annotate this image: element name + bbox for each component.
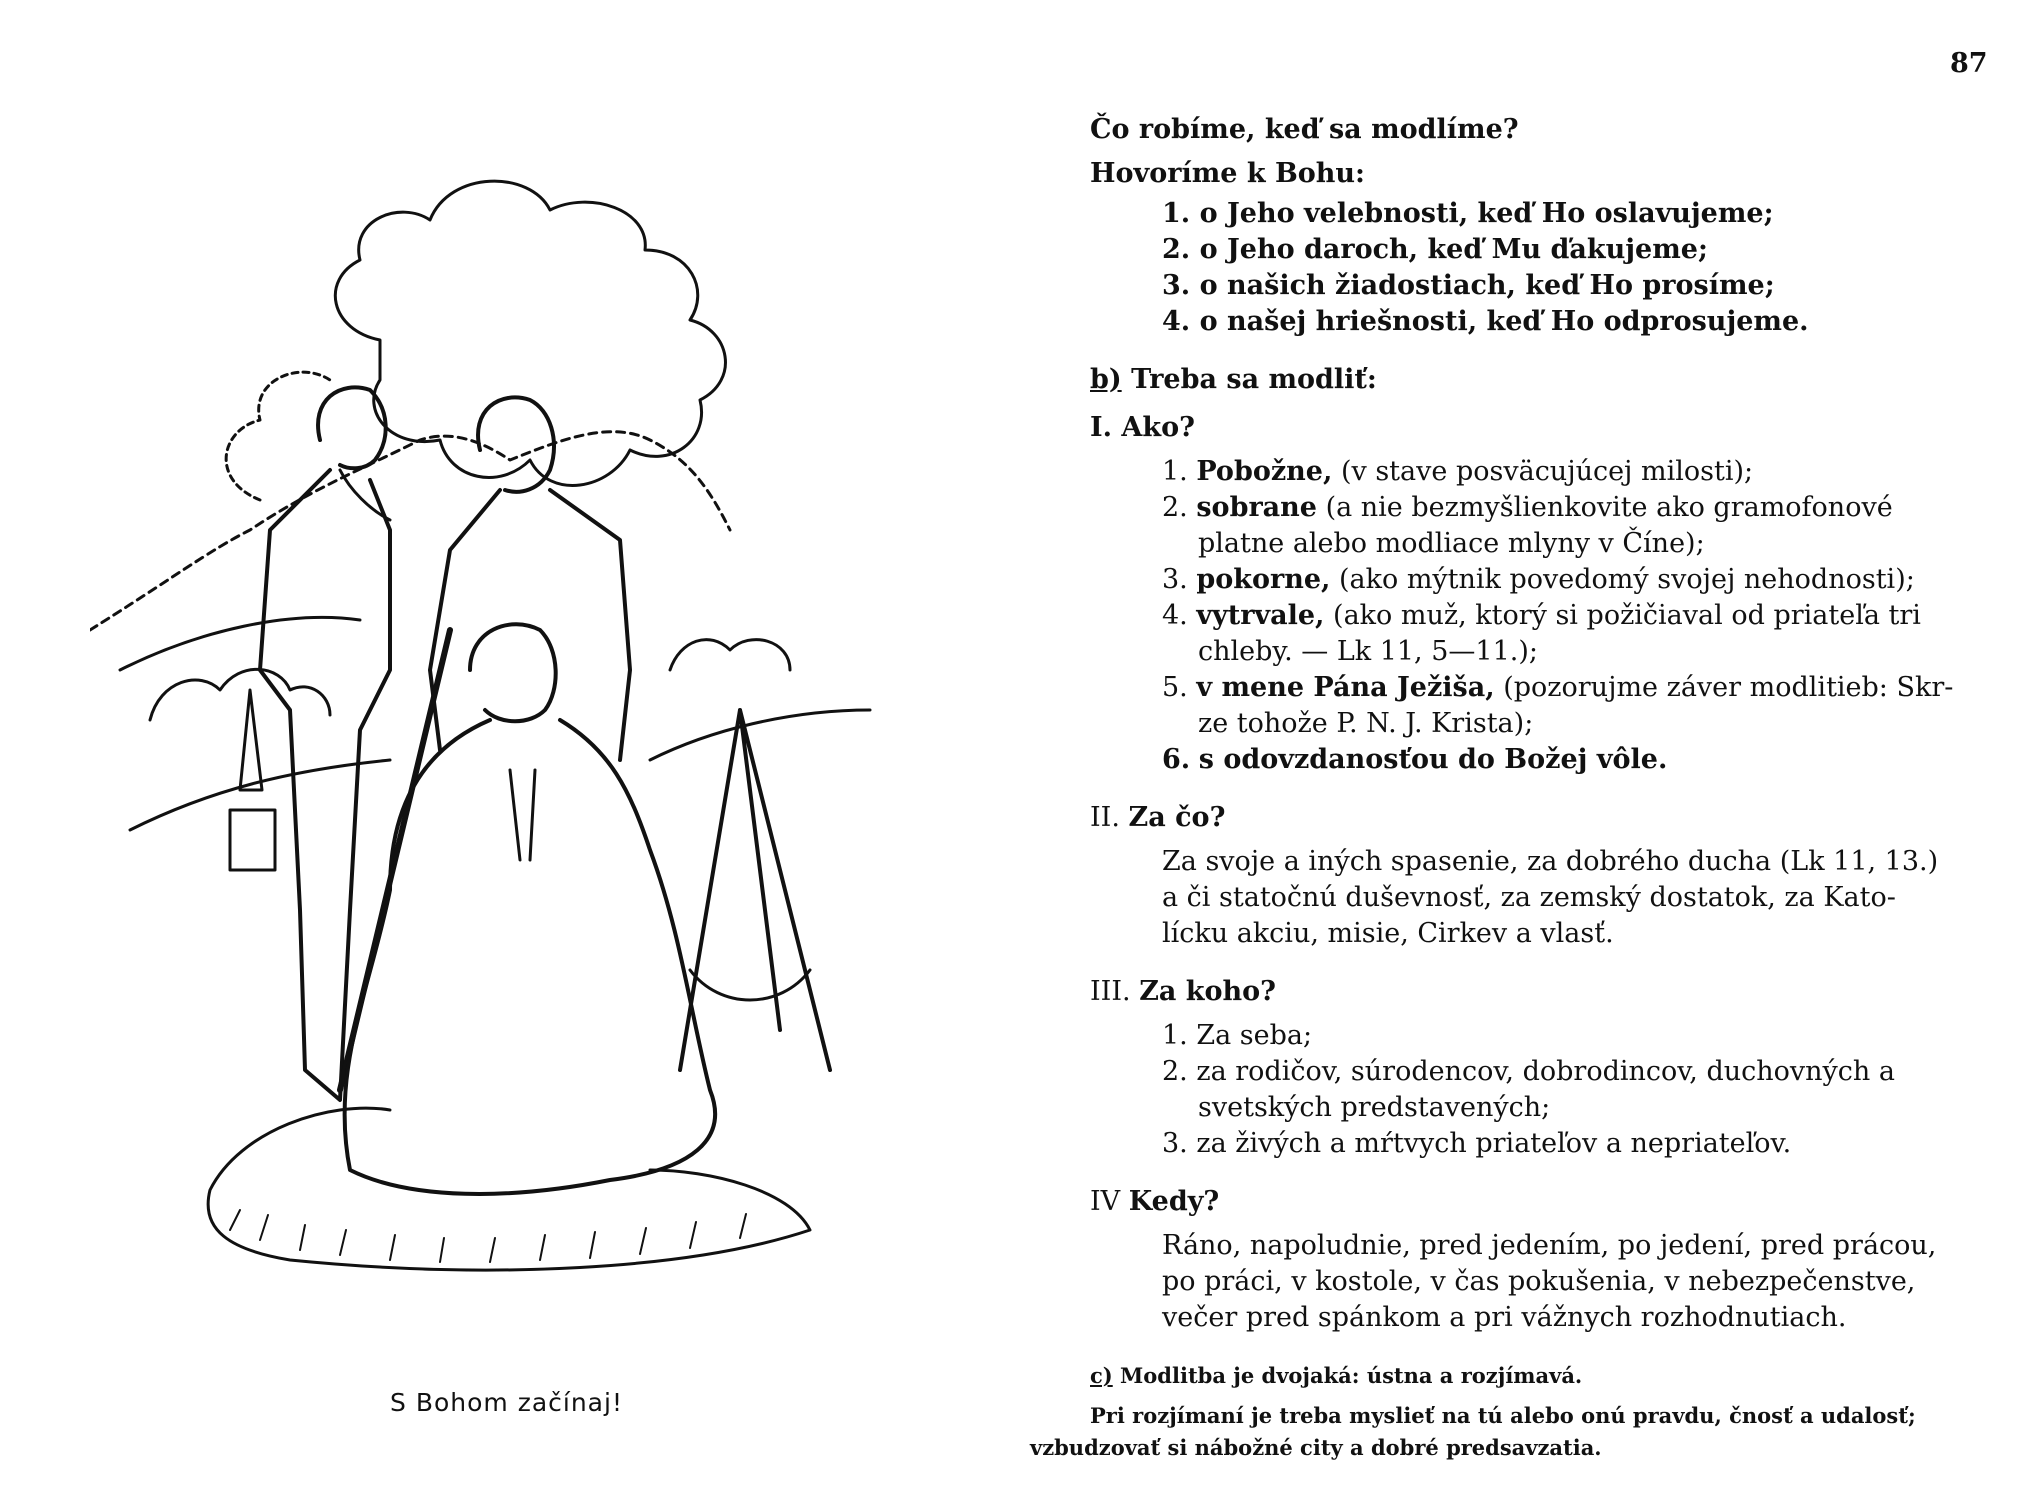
item-number: 6. xyxy=(1162,744,1191,775)
list-item xyxy=(1162,490,1893,526)
paragraph-line: po práci, v kostole, v čas pokušenia, v nebezpečenstve, xyxy=(1162,1266,1916,1297)
section-b-label: b) xyxy=(1090,364,1122,395)
list-item-continuation: platne alebo modliace mlyny v Číne); xyxy=(1198,528,1705,559)
item-keyword: s odovzdanosťou do Božej vôle. xyxy=(1198,744,1668,775)
section-b-title: Treba sa modliť: xyxy=(1131,364,1377,395)
page-heading: Čo robíme, keď sa modlíme? xyxy=(1090,114,1519,145)
item-text: (ako muž, ktorý si požičiaval od priateľa tri xyxy=(1324,600,1921,631)
item-number: 3. xyxy=(1162,1128,1188,1159)
item-number: 2. xyxy=(1162,1056,1188,1087)
list-item: 3. o našich žiadostiach, keď Ho prosíme; xyxy=(1162,270,1775,301)
when-title xyxy=(1090,1184,1219,1220)
paragraph-line: Za svoje a iných spasenie, za dobrého ducha (Lk 11, 13.) xyxy=(1162,846,1939,877)
item-number: 5. xyxy=(1162,672,1188,703)
item-keyword: vytrvale, xyxy=(1196,600,1325,631)
illustration-caption: S Bohom začínaj! xyxy=(390,1388,623,1417)
section-number: IV xyxy=(1090,1186,1121,1217)
item-number: 3. xyxy=(1162,564,1188,595)
page-number: 87 xyxy=(1950,48,1988,79)
list-item xyxy=(1162,1054,1895,1090)
list-item xyxy=(1162,1126,1791,1162)
list-item xyxy=(1162,454,1753,490)
paragraph-line: vzbudzovať si nábožné city a dobré predsavzatia. xyxy=(1030,1435,1602,1460)
item-text: (ako mýtnik povedomý svojej nehodnosti); xyxy=(1330,564,1915,595)
item-keyword: pokorne, xyxy=(1196,564,1331,595)
list-item xyxy=(1162,670,1953,706)
list-item xyxy=(1162,1018,1312,1054)
list-item xyxy=(1162,742,1667,778)
section-c-label: c) xyxy=(1090,1363,1113,1388)
item-keyword: sobrane xyxy=(1196,492,1317,523)
item-number: 2. xyxy=(1162,492,1188,523)
item-text: za rodičov, súrodencov, dobrodincov, duchovných a xyxy=(1196,1056,1895,1087)
paragraph-line: a či statočnú duševnosť, za zemský dostatok, za Kato- xyxy=(1162,882,1896,913)
for-what-title xyxy=(1090,800,1225,836)
list-item: 4. o našej hriešnosti, keď Ho odprosujeme. xyxy=(1162,306,1809,337)
item-text: Za seba; xyxy=(1196,1020,1313,1051)
paragraph-line: Pri rozjímaní je treba myslieť na tú alebo onú pravdu, čnosť a udalosť; xyxy=(1090,1403,1916,1428)
item-number: 4. xyxy=(1162,600,1188,631)
item-text: (v stave posväcujúcej milosti); xyxy=(1332,456,1754,487)
section-title: Za čo? xyxy=(1128,802,1226,833)
paragraph-line: večer pred spánkom a pri vážnych rozhodnutiach. xyxy=(1162,1302,1847,1333)
for-whom-title xyxy=(1090,974,1276,1010)
speak-to-god-title: Hovoríme k Bohu: xyxy=(1090,158,1366,189)
section-c-title: Modlitba je dvojaká: ústna a rozjímavá. xyxy=(1120,1363,1583,1388)
item-text: za živých a mŕtvych priateľov a nepriateľov. xyxy=(1196,1128,1792,1159)
list-item-continuation: chleby. — Lk 11, 5—11.); xyxy=(1198,636,1538,667)
item-number: 1. xyxy=(1162,1020,1188,1051)
section-c-heading xyxy=(1090,1358,1582,1394)
section-number: II. xyxy=(1090,802,1120,833)
section-title: Za koho? xyxy=(1139,976,1276,1007)
section-title: Kedy? xyxy=(1128,1186,1220,1217)
item-keyword: Pobožne, xyxy=(1196,456,1333,487)
item-number: 1. xyxy=(1162,456,1188,487)
list-item xyxy=(1162,562,1915,598)
list-item: 2. o Jeho daroch, keď Mu ďakujeme; xyxy=(1162,234,1708,265)
paragraph-line: lícku akciu, misie, Cirkev a vlasť. xyxy=(1162,918,1614,949)
illustration-praying-peasants xyxy=(90,110,910,1370)
item-keyword: v mene Pána Ježiša, xyxy=(1196,672,1495,703)
list-item: 1. o Jeho velebnosti, keď Ho oslavujeme; xyxy=(1162,198,1774,229)
paragraph-line: Ráno, napoludnie, pred jedením, po jedení, pred prácou, xyxy=(1162,1230,1937,1261)
list-item xyxy=(1162,598,1921,634)
section-number: III. xyxy=(1090,976,1131,1007)
list-item-continuation: svetských predstavených; xyxy=(1198,1092,1551,1123)
how-title: I. Ako? xyxy=(1090,412,1195,443)
item-text: (a nie bezmyšlienkovite ako gramofonové xyxy=(1316,492,1893,523)
list-item-continuation: ze tohože P. N. J. Krista); xyxy=(1198,708,1534,739)
section-b-heading xyxy=(1090,362,1377,398)
item-text: (pozorujme záver modlitieb: Skr- xyxy=(1494,672,1954,703)
